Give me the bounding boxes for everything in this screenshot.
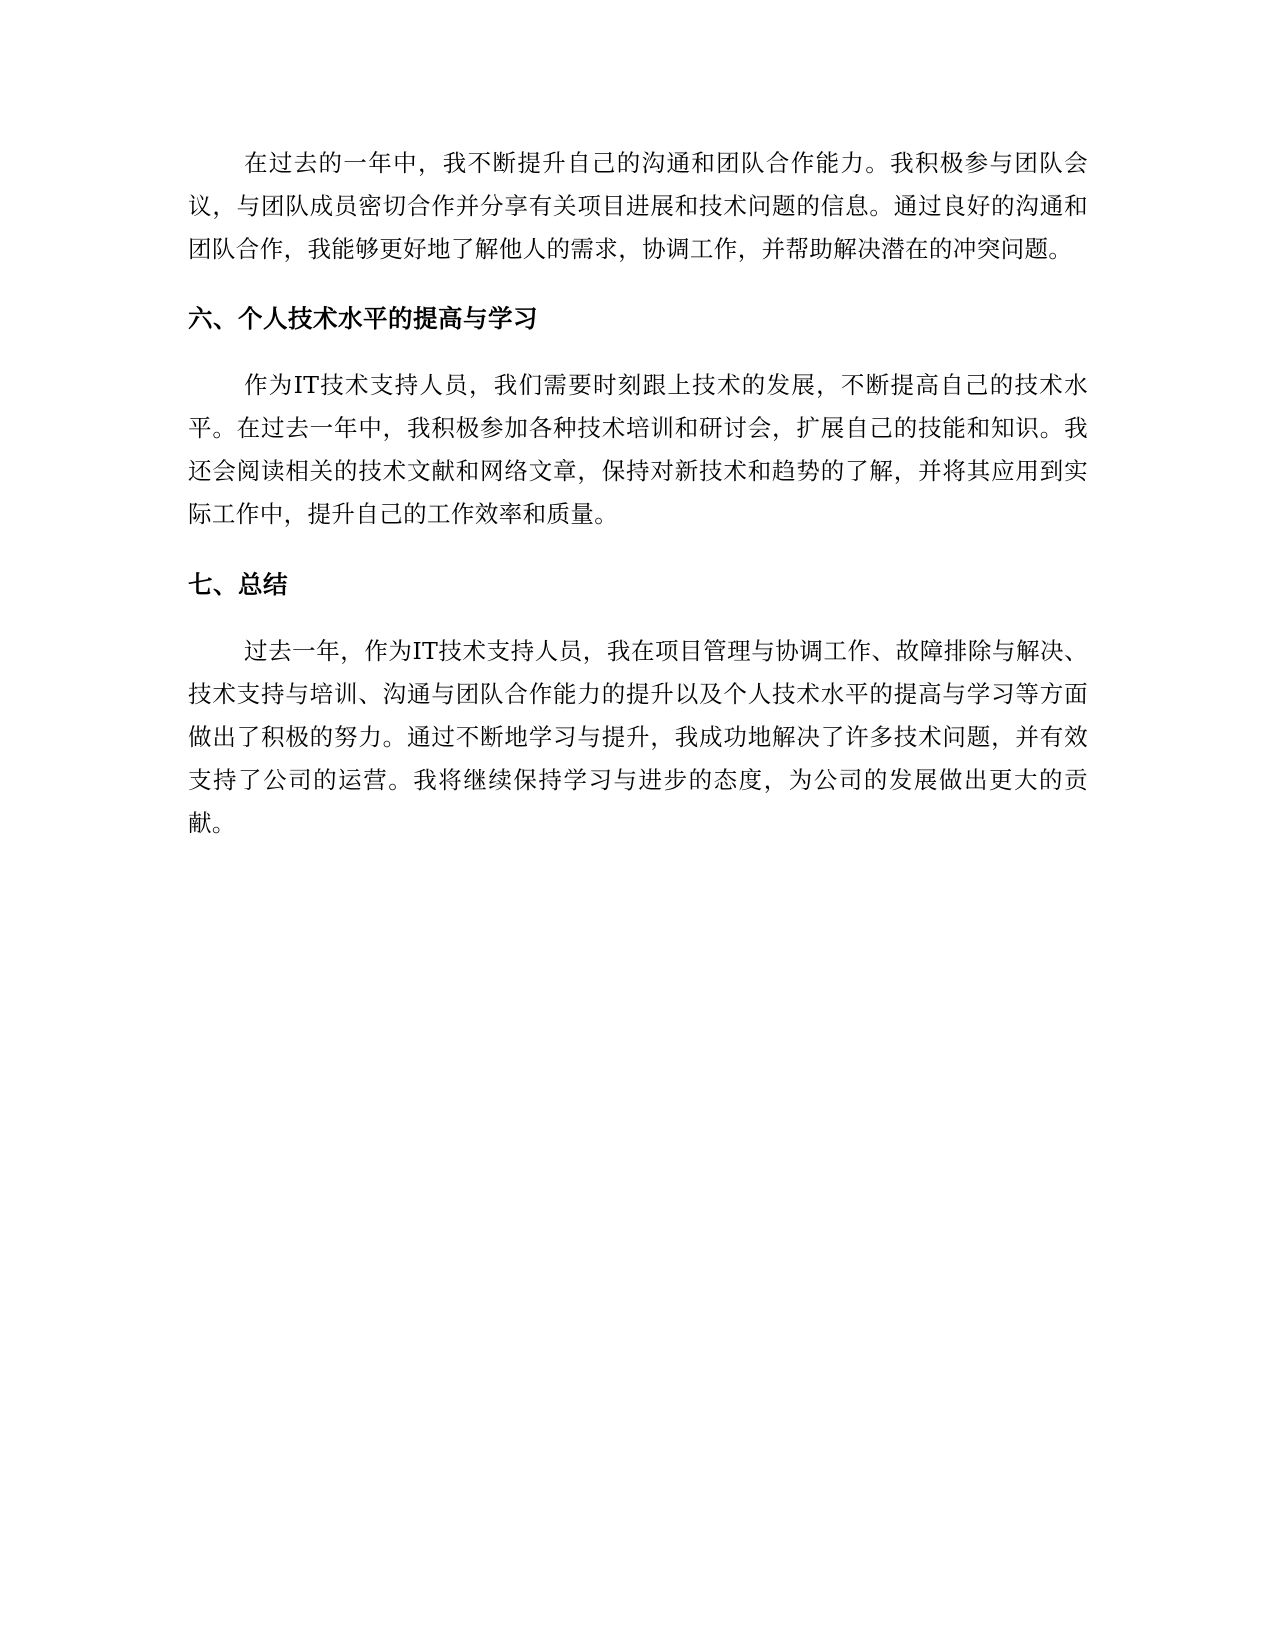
section-6-heading: 六、个人技术水平的提高与学习	[188, 304, 538, 333]
paragraph-communication: 在过去的一年中，我不断提升自己的沟通和团队合作能力。我积极参与团队会议，与团队成员密切合作并分享有关项目进展和技术问题的信息。通过良好的沟通和团队合作，我能够更好地了解他人的需求，协调工作，并帮助解决潜在的冲突问题。	[188, 149, 1088, 263]
section-7-paragraph: 过去一年，作为IT技术支持人员，我在项目管理与协调工作、故障排除与解决、技术支持与培训、沟通与团队合作能力的提升以及个人技术水平的提高与学习等方面做出了积极的努力。通过不断地学习与提升，我成功地解决了许多技术问题，并有效支持了公司的运营。我将继续保持学习与进步的态度，为公司的发展做出更大的贡献。	[188, 637, 1088, 837]
section-6-paragraph: 作为IT技术支持人员，我们需要时刻跟上技术的发展，不断提高自己的技术水平。在过去一年中，我积极参加各种技术培训和研讨会，扩展自己的技能和知识。我还会阅读相关的技术文献和网络文章，保持对新技术和趋势的了解，并将其应用到实际工作中，提升自己的工作效率和质量。	[188, 371, 1088, 528]
section-7-heading: 七、总结	[188, 570, 288, 599]
document-page	[188, 142, 1088, 845]
